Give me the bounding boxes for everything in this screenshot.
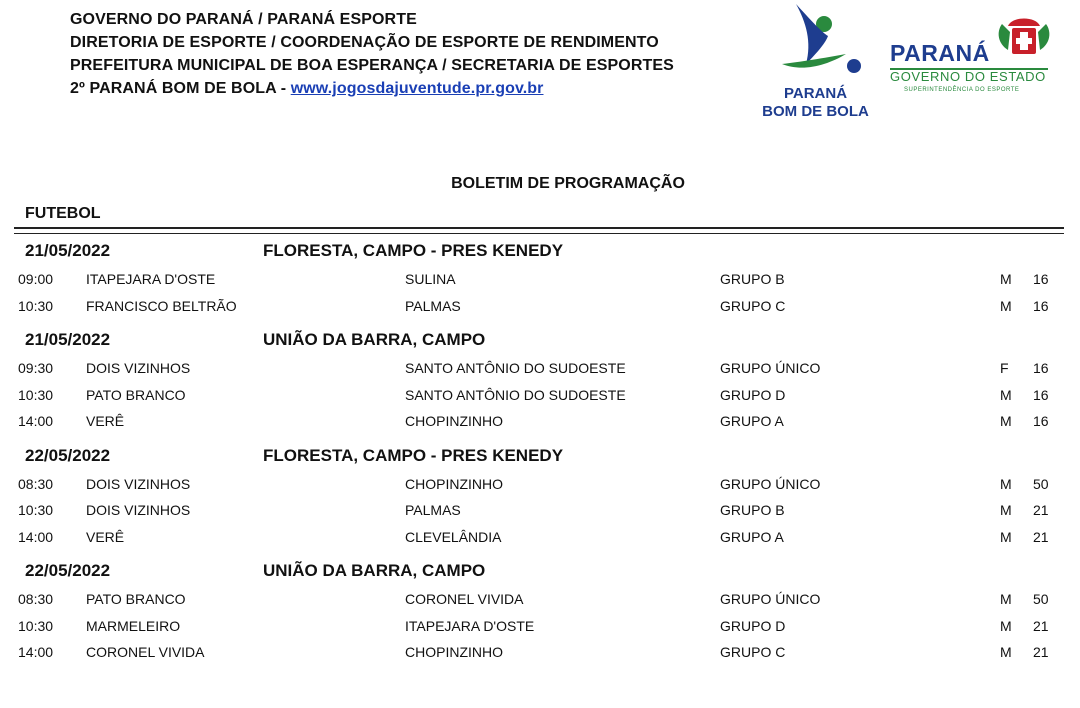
away-team: CHOPINZINHO — [405, 475, 503, 492]
game-category-sex: M — [1000, 475, 1012, 492]
soccer-player-icon — [776, 2, 866, 80]
away-team: SANTO ANTÔNIO DO SUDOESTE — [405, 360, 626, 376]
game-category-sex: M — [1000, 528, 1012, 545]
game-group: GRUPO C — [720, 297, 786, 314]
game-time: 14:00 — [18, 644, 54, 660]
block-gap — [0, 318, 1080, 326]
game-category-sex: M — [1000, 271, 1012, 287]
game-group: GRUPO A — [720, 528, 784, 545]
home-team: DOIS VIZINHOS — [86, 502, 191, 518]
schedule-table — [0, 237, 1080, 665]
table-row — [0, 612, 1080, 639]
venue-heading — [0, 326, 1080, 354]
venue-heading — [0, 442, 1080, 470]
block-gap — [0, 549, 1080, 557]
away-team: SANTO ANTÔNIO DO SUDOESTE — [405, 386, 626, 403]
game-time: 09:00 — [18, 271, 54, 287]
home-team: DOIS VIZINHOS — [86, 475, 191, 492]
document-title: BOLETIM DE PROGRAMAÇÃO — [451, 175, 685, 192]
governo-do-estado-label: GOVERNO DO ESTADO — [890, 69, 1046, 84]
game-time: 09:30 — [18, 360, 54, 376]
home-team: FRANCISCO BELTRÃO — [86, 297, 237, 314]
block-gap — [0, 434, 1080, 442]
game-time: 08:30 — [18, 475, 54, 492]
state-coat-of-arms-icon — [994, 12, 1054, 62]
parana-wordmark: PARANÁ — [890, 40, 990, 66]
away-team: SULINA — [405, 271, 456, 287]
game-time: 14:00 — [18, 413, 54, 429]
event-website-link[interactable]: www.jogosdajuventude.pr.gov.br — [290, 80, 544, 97]
home-team: MARMELEIRO — [86, 617, 181, 634]
home-team: VERÊ — [86, 528, 125, 545]
document-header — [70, 8, 674, 100]
venue-name: FLORESTA, CAMPO - PRES KENEDY — [263, 445, 564, 465]
game-category-age: 16 — [1033, 413, 1049, 429]
game-group: GRUPO ÚNICO — [720, 360, 821, 376]
home-team: CORONEL VIVIDA — [86, 644, 205, 660]
title-rule — [14, 227, 1064, 229]
home-team: PATO BRANCO — [86, 591, 186, 607]
game-group: GRUPO ÚNICO — [720, 591, 821, 607]
venue-date: 22/05/2022 — [25, 445, 111, 465]
bom-de-bola-line1: PARANÁ — [783, 85, 848, 102]
game-category-age: 16 — [1033, 360, 1049, 376]
table-row — [0, 292, 1080, 319]
game-time: 10:30 — [18, 502, 54, 518]
away-team: CORONEL VIVIDA — [405, 591, 524, 607]
game-category-sex: F — [1000, 360, 1009, 376]
away-team: PALMAS — [405, 297, 461, 314]
game-time: 10:30 — [18, 297, 54, 314]
game-group: GRUPO ÚNICO — [720, 475, 821, 492]
away-team: CLEVELÂNDIA — [405, 528, 502, 545]
game-category-sex: M — [1000, 502, 1012, 518]
venue-date: 22/05/2022 — [25, 561, 111, 580]
table-row — [0, 523, 1080, 550]
game-time: 14:00 — [18, 528, 54, 545]
table-row — [0, 407, 1080, 434]
header-line-3: PREFEITURA MUNICIPAL DE BOA ESPERANÇA / SECRETARIA DE ESPORTES — [70, 57, 674, 74]
home-team: PATO BRANCO — [86, 386, 186, 403]
game-category-age: 16 — [1033, 297, 1049, 314]
table-row — [0, 470, 1080, 497]
home-team: ITAPEJARA D'OSTE — [86, 271, 216, 287]
away-team: CHOPINZINHO — [405, 644, 503, 660]
away-team: CHOPINZINHO — [405, 413, 503, 429]
game-category-age: 21 — [1033, 502, 1049, 518]
game-time: 10:30 — [18, 617, 54, 634]
venue-name: UNIÃO DA BARRA, CAMPO — [263, 561, 486, 580]
game-category-sex: M — [1000, 413, 1012, 429]
venue-date: 21/05/2022 — [25, 241, 111, 260]
venue-name: FLORESTA, CAMPO - PRES KENEDY — [263, 241, 564, 260]
venue-name: UNIÃO DA BARRA, CAMPO — [263, 330, 486, 349]
title-rule-thin — [14, 233, 1064, 234]
game-category-age: 50 — [1033, 591, 1049, 607]
sport-label: FUTEBOL — [25, 205, 101, 222]
game-time: 08:30 — [18, 591, 54, 607]
game-group: GRUPO B — [720, 502, 785, 518]
game-group: GRUPO D — [720, 386, 786, 403]
home-team: DOIS VIZINHOS — [86, 360, 191, 376]
home-team: VERÊ — [86, 413, 125, 429]
game-category-sex: M — [1000, 386, 1012, 403]
header-line-4 — [70, 77, 674, 100]
game-category-sex: M — [1000, 591, 1012, 607]
game-category-age: 16 — [1033, 386, 1049, 403]
header-line-1: GOVERNO DO PARANÁ / PARANÁ ESPORTE — [70, 11, 417, 28]
game-category-age: 21 — [1033, 644, 1049, 660]
event-name: 2º PARANÁ BOM DE BOLA - — [70, 80, 291, 97]
venue-heading — [0, 557, 1080, 585]
game-category-sex: M — [1000, 297, 1012, 314]
game-category-age: 16 — [1033, 271, 1049, 287]
away-team: PALMAS — [405, 502, 461, 518]
game-category-age: 50 — [1033, 475, 1049, 492]
game-category-age: 21 — [1033, 528, 1049, 545]
game-group: GRUPO A — [720, 413, 784, 429]
bom-de-bola-logo — [758, 0, 873, 122]
table-row — [0, 638, 1080, 665]
game-category-sex: M — [1000, 644, 1012, 660]
bom-de-bola-line2: BOM DE BOLA — [762, 103, 869, 120]
game-time: 10:30 — [18, 386, 54, 403]
table-row — [0, 354, 1080, 381]
superintendencia-label: SUPERINTENDÊNCIA DO ESPORTE — [904, 87, 1020, 93]
game-category-age: 21 — [1033, 617, 1049, 634]
away-team: ITAPEJARA D'OSTE — [405, 617, 535, 634]
header-line-2: DIRETORIA DE ESPORTE / COORDENAÇÃO DE ESPORTE DE RENDIMENTO — [70, 34, 659, 51]
governo-parana-logo — [886, 12, 1056, 102]
game-category-sex: M — [1000, 617, 1012, 634]
table-row — [0, 381, 1080, 408]
table-row — [0, 585, 1080, 612]
venue-date: 21/05/2022 — [25, 330, 111, 349]
venue-heading — [0, 237, 1080, 265]
table-row — [0, 496, 1080, 523]
game-group: GRUPO D — [720, 617, 786, 634]
game-group: GRUPO B — [720, 271, 785, 287]
game-group: GRUPO C — [720, 644, 786, 660]
table-row — [0, 265, 1080, 292]
